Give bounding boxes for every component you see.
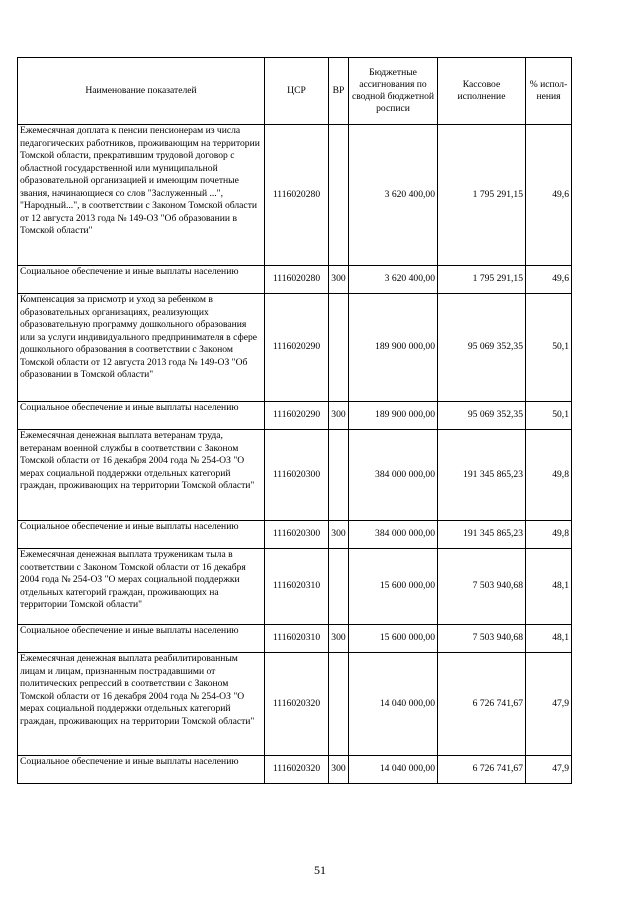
row-name: Ежемесячная денежная выплата реабилитированным лицам и лицам, признанным пострадавшими от политических репрессий в соответствии с Законом Томской области от 16 декабря 2004 года № 254-ОЗ "О мерах социальной поддержки отдельных категорий граждан, проживающих на территории Томской области" [18,653,265,756]
row-csr: 1116020290 [265,402,329,430]
row-csr: 1116020310 [265,625,329,653]
row-vr [329,430,349,521]
budget-execution-table [17,57,572,784]
header-cash-execution: Кассовое исполнение [438,58,526,125]
row-csr: 1116020320 [265,653,329,756]
row-csr: 1116020280 [265,125,329,266]
row-cash: 191 345 865,23 [438,430,526,521]
table-row [18,430,572,521]
header-budget-allocations: Бюджетные ассигнования по сводной бюджетной росписи [349,58,438,125]
row-name: Социальное обеспечение и иные выплаты населению [18,402,265,430]
row-vr: 300 [329,521,349,549]
header-vr: ВР [329,58,349,125]
row-cash: 1 795 291,15 [438,266,526,294]
row-percent: 47,9 [526,653,572,756]
row-percent: 48,1 [526,549,572,625]
table-row [18,402,572,430]
row-budget: 3 620 400,00 [349,266,438,294]
row-vr: 300 [329,266,349,294]
row-name: Ежемесячная денежная выплата труженикам тыла в соответствии с Законом Томской области от 16 декабря 2004 года № 254-ОЗ "О мерах социальной поддержки отдельных категорий граждан, проживающих на территории Томской области" [18,549,265,625]
row-budget: 3 620 400,00 [349,125,438,266]
table-row [18,653,572,756]
row-vr: 300 [329,756,349,784]
row-name: Ежемесячная доплата к пенсии пенсионерам из числа педагогических работников, проживающим на территории Томской области, прекратившим трудовой договор с областной государственной или муниципальной образовательной организацией и имеющим почетные звания, начинающиеся со слов "Заслуженный ...", "Народный...", в соответствии с Законом Томской области от 12 августа 2013 года № 149-ОЗ "Об образовании в Томской области" [18,125,265,266]
row-percent: 50,1 [526,294,572,402]
row-cash: 7 503 940,68 [438,549,526,625]
row-percent: 48,1 [526,625,572,653]
row-name: Ежемесячная денежная выплата ветеранам труда, ветеранам военной службы в соответствии с Законом Томской области от 16 декабря 2004 года № 254-ОЗ "О мерах социальной поддержки отдельных категорий граждан, проживающих на территории Томской области" [18,430,265,521]
row-vr [329,549,349,625]
row-percent: 49,8 [526,521,572,549]
row-vr [329,294,349,402]
table-row [18,266,572,294]
row-budget: 384 000 000,00 [349,430,438,521]
row-budget: 384 000 000,00 [349,521,438,549]
row-percent: 49,8 [526,430,572,521]
row-csr: 1116020300 [265,430,329,521]
row-cash: 95 069 352,35 [438,402,526,430]
row-budget: 15 600 000,00 [349,625,438,653]
row-vr [329,125,349,266]
row-csr: 1116020310 [265,549,329,625]
row-cash: 6 726 741,67 [438,653,526,756]
header-percent-execution: % испол-нения [526,58,572,125]
row-csr: 1116020290 [265,294,329,402]
row-budget: 14 040 000,00 [349,653,438,756]
row-vr [329,653,349,756]
row-csr: 1116020320 [265,756,329,784]
row-budget: 14 040 000,00 [349,756,438,784]
table-row [18,549,572,625]
page-number: 51 [314,863,326,877]
row-cash: 191 345 865,23 [438,521,526,549]
row-name: Социальное обеспечение и иные выплаты населению [18,266,265,294]
row-percent: 47,9 [526,756,572,784]
header-csr: ЦСР [265,58,329,125]
table-header-row [18,58,572,125]
table-row [18,125,572,266]
row-vr: 300 [329,402,349,430]
row-cash: 95 069 352,35 [438,294,526,402]
row-csr: 1116020300 [265,521,329,549]
row-percent: 49,6 [526,266,572,294]
table-row [18,625,572,653]
row-budget: 189 900 000,00 [349,294,438,402]
row-csr: 1116020280 [265,266,329,294]
row-cash: 7 503 940,68 [438,625,526,653]
row-budget: 15 600 000,00 [349,549,438,625]
row-name: Компенсация за присмотр и уход за ребенком в образовательных организациях, реализующих образовательную программу дошкольного образования или за услуги индивидуального предпринимателя в сфере дошкольного образования в соответствии с Законом Томской области от 12 августа 2013 года № 149-ОЗ "Об образовании в Томской области" [18,294,265,402]
header-name: Наименование показателей [18,58,265,125]
table-row [18,294,572,402]
table-row [18,521,572,549]
row-cash: 1 795 291,15 [438,125,526,266]
row-vr: 300 [329,625,349,653]
row-name: Социальное обеспечение и иные выплаты населению [18,625,265,653]
row-name: Социальное обеспечение и иные выплаты населению [18,756,265,784]
row-name: Социальное обеспечение и иные выплаты населению [18,521,265,549]
row-budget: 189 900 000,00 [349,402,438,430]
row-percent: 50,1 [526,402,572,430]
table-row [18,756,572,784]
row-cash: 6 726 741,67 [438,756,526,784]
row-percent: 49,6 [526,125,572,266]
